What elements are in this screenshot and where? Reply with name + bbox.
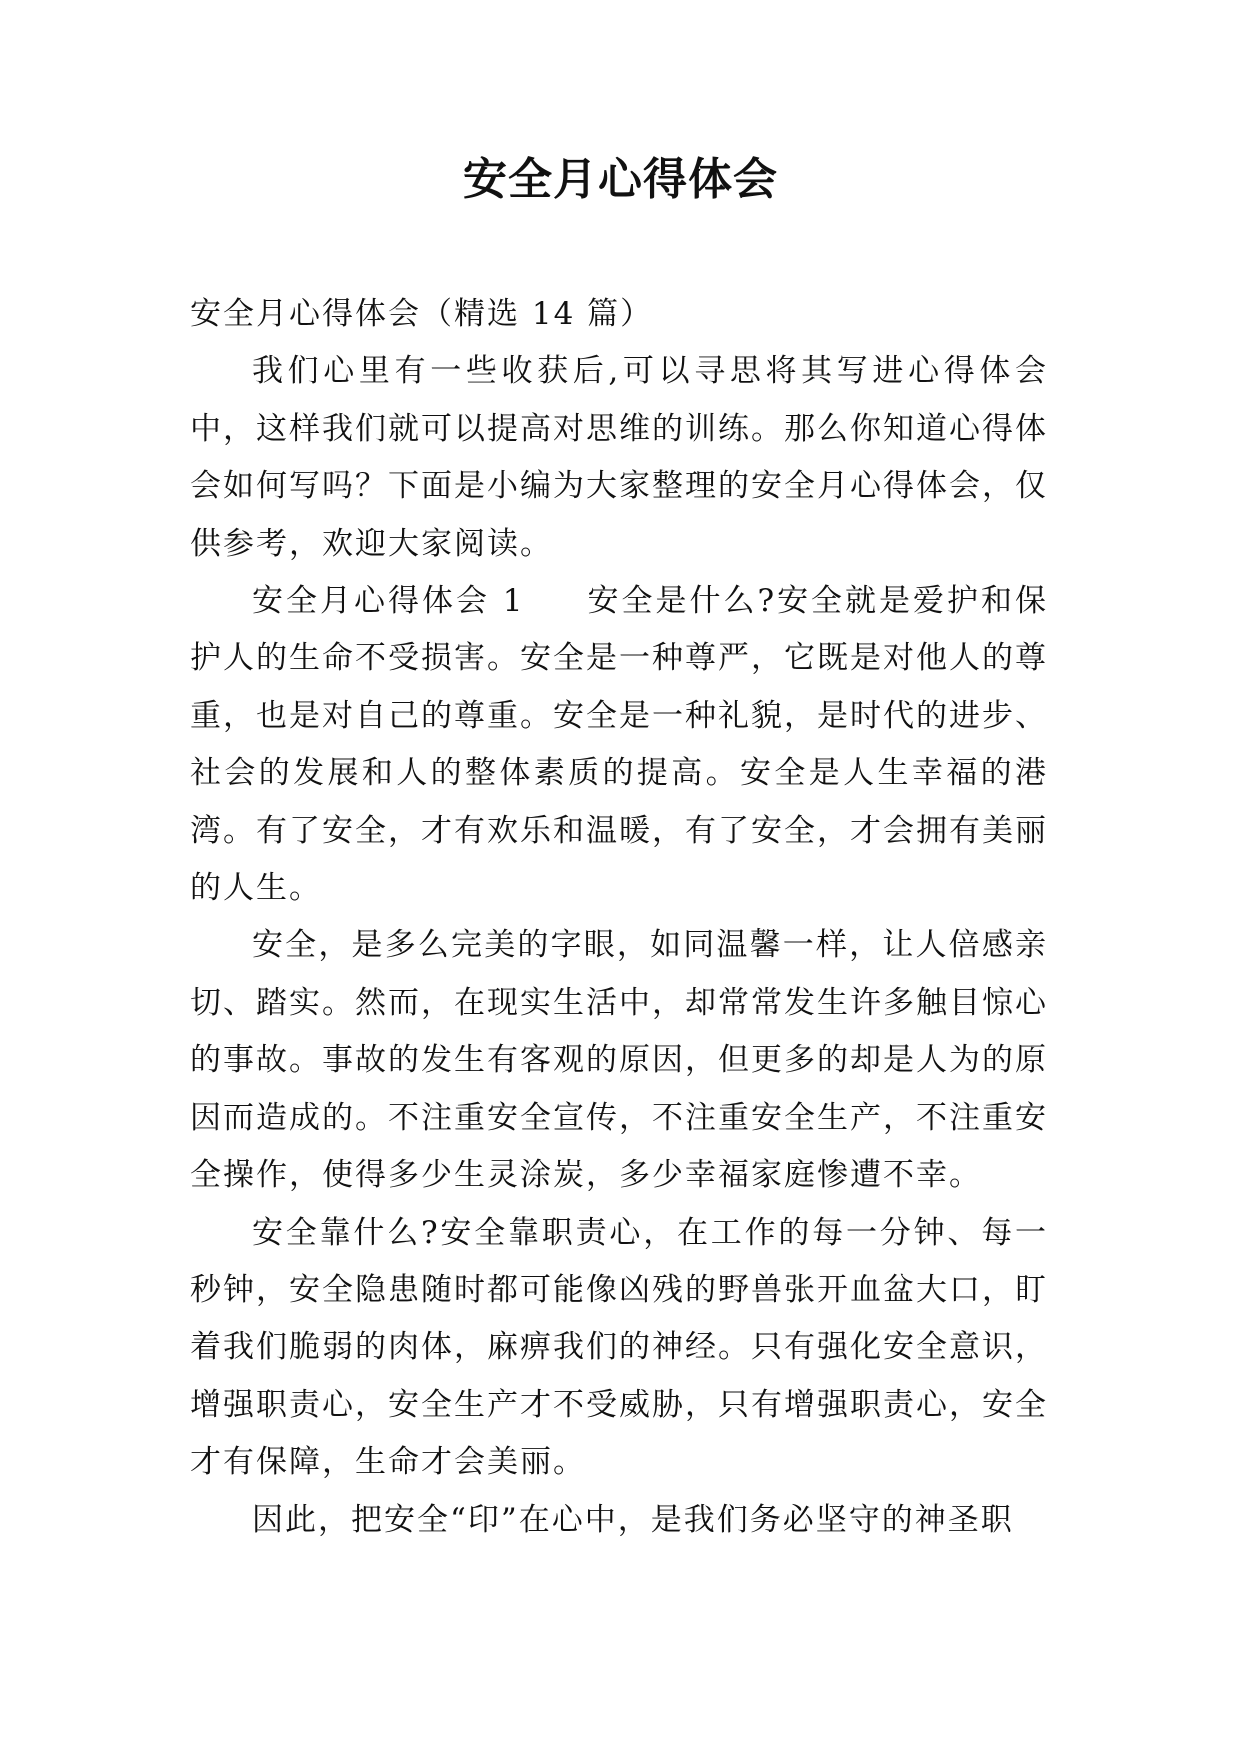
paragraph-text: 安全是什么?安全就是爱护和保护人的生命不受损害。安全是一种尊严，它既是对他人的尊重，也是对自己的尊重。安全是一种礼貌，是时代的进步、社会的发展和人的整体素质的提高。安全是人生幸福的港湾。有了安全，才有欢乐和温暖，有了安全，才会拥有美丽的人生。	[190, 583, 1049, 907]
paragraph: 安全靠什么?安全靠职责心，在工作的每一分钟、每一秒钟，安全隐患随时都可能像凶残的野兽张开血盆大口，盯着我们脆弱的肉体，麻痹我们的神经。只有强化安全意识，增强职责心，安全生产才不受威胁，只有增强职责心，安全才有保障，生命才会美丽。	[190, 1214, 1048, 1481]
section-heading: 安全月心得体会 1	[252, 583, 525, 620]
document-subtitle: 安全月心得体会（精选 14 篇）	[190, 296, 654, 332]
paragraph: 因此，把安全“印”在心中，是我们务必坚守的神圣职	[252, 1501, 1014, 1538]
paragraph: 安全，是多么完美的字眼，如同温馨一样，让人倍感亲切、踏实。然而，在现实生活中，却常常发生许多触目惊心的事故。事故的发生有客观的原因，但更多的却是人为的原因而造成的。不注重安全宣传，不注重安全生产，不注重安全操作，使得多少生灵涂炭，多少幸福家庭惨遭不幸。	[190, 927, 1048, 1194]
document-title: 安全月心得体会	[463, 154, 778, 205]
document-body	[190, 286, 1048, 1549]
section-1-paragraph	[190, 573, 1048, 917]
intro-paragraph: 我们心里有一些收获后,可以寻思将其写进心得体会中，这样我们就可以提高对思维的训练。那么你知道心得体会如何写吗？下面是小编为大家整理的安全月心得体会，仅供参考，欢迎大家阅读。	[190, 353, 1048, 562]
